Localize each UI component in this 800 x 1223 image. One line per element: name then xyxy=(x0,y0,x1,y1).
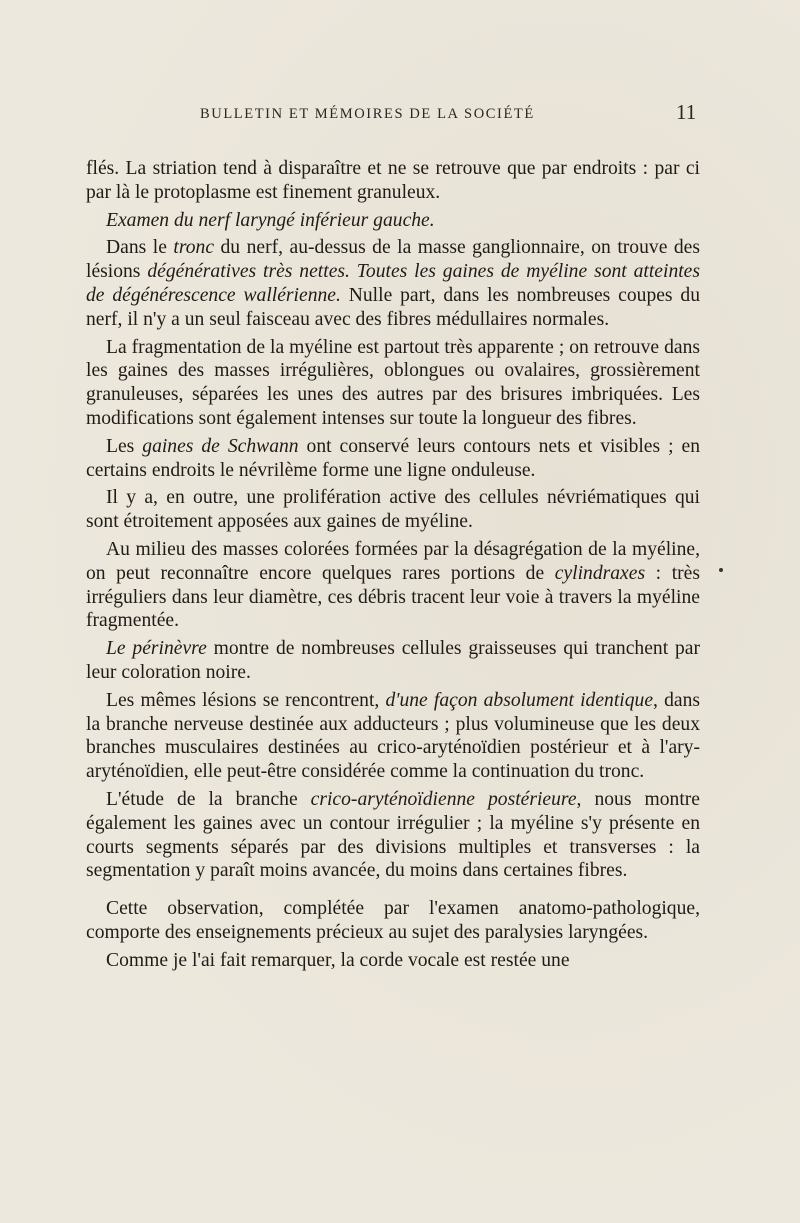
text-run: montre de nombreuses cellules graisseuses qui tranchent par leur coloration noire. xyxy=(86,638,700,683)
text-run: Comme je l'ai fait remarquer, la corde vocale est restée une xyxy=(106,949,570,971)
italic-text: d'une façon absolument identique xyxy=(385,689,654,711)
text-run: ont conservé leurs contours nets et visibles ; en certains endroits le névrilème forme une ligne onduleuse. xyxy=(86,435,700,481)
paragraph xyxy=(86,689,700,784)
paragraph xyxy=(86,209,700,233)
italic-text: dégénératives très nettes. Toutes les gaines de myéline sont atteintes de dégénérescence wallérienne. xyxy=(86,261,701,306)
paragraph xyxy=(86,897,700,945)
text-run: Dans le xyxy=(106,237,174,259)
text-run: Les mêmes lésions se rencontrent, xyxy=(106,689,386,711)
margin-dot xyxy=(719,568,723,572)
paragraph xyxy=(86,236,700,331)
text-run: Au milieu des masses colorées formées par la désagrégation de la myéline, on peut reconnaître encore quelques rares portions de xyxy=(86,538,700,584)
paragraph xyxy=(86,949,700,973)
paragraph xyxy=(86,538,700,633)
text-run: Nulle part, dans les nombreuses coupes du nerf, il n'y a un seul faisceau avec des fibres médullaires normales. xyxy=(86,284,700,330)
italic-text: gaines de Schwann xyxy=(142,435,299,457)
running-title: BULLETIN ET MÉMOIRES DE LA SOCIÉTÉ xyxy=(200,106,535,122)
text-run: du nerf, au-dessus de la masse ganglionnaire, on trouve des lésions xyxy=(86,237,700,283)
paragraph xyxy=(86,157,700,205)
text-run: , nous montre également les gaines avec un contour irrégulier ; la myéline s'y présente en courts segments séparés par des divisions multiples et transverses : la segmentation y paraît moins avancée, du moins dans certaines fibres. xyxy=(86,788,700,882)
paragraph xyxy=(86,637,700,685)
text-run: L'étude de la branche xyxy=(106,788,311,810)
italic-text: Le périnèvre xyxy=(106,638,207,660)
paragraph xyxy=(86,788,700,883)
italic-text: tronc xyxy=(173,237,215,259)
text-run: , dans la branche nerveuse destinée aux adducteurs ; plus volumineuse que les deux branches musculaires destinées au crico-aryténoïdien postérieur et à l'ary-aryténoïdien, elle peut-être considérée comme la continuation du tronc. xyxy=(86,689,700,783)
page-number: 11 xyxy=(676,100,697,124)
paragraph xyxy=(86,336,700,431)
text-run: Les xyxy=(106,435,143,457)
italic-text: crico-aryténoïdienne postérieure xyxy=(310,788,577,810)
text-run: : très irréguliers dans leur diamètre, ces débris tracent leur voie à travers la myéline fragmentée. xyxy=(86,562,700,632)
text-run: La fragmentation de la myéline est partout très apparente ; on retrouve dans les gaines des masses irrégulières, oblongues ou ovalaires, grossièrement granuleuses, séparées les unes des autres par des brisures imbriquées. Les modifications sont également intenses sur toute la longueur des fibres. xyxy=(86,336,700,429)
text-run: flés. La striation tend à disparaître et ne se retrouve que par endroits : par ci par là le protoplasme est finement granuleux. xyxy=(86,158,700,203)
paragraph xyxy=(86,486,700,534)
paragraph xyxy=(86,435,700,483)
italic-text: Examen du nerf laryngé inférieur gauche. xyxy=(106,209,435,231)
italic-text: cylindraxes xyxy=(554,562,646,584)
text-run: Cette observation, complétée par l'examen anatomo-pathologique, comporte des enseignements précieux au sujet des paralysies laryngées. xyxy=(86,898,700,943)
text-run: Il y a, en outre, une prolifération active des cellules névriématiques qui sont étroitement apposées aux gaines de myéline. xyxy=(86,487,700,533)
body-text xyxy=(86,157,700,977)
